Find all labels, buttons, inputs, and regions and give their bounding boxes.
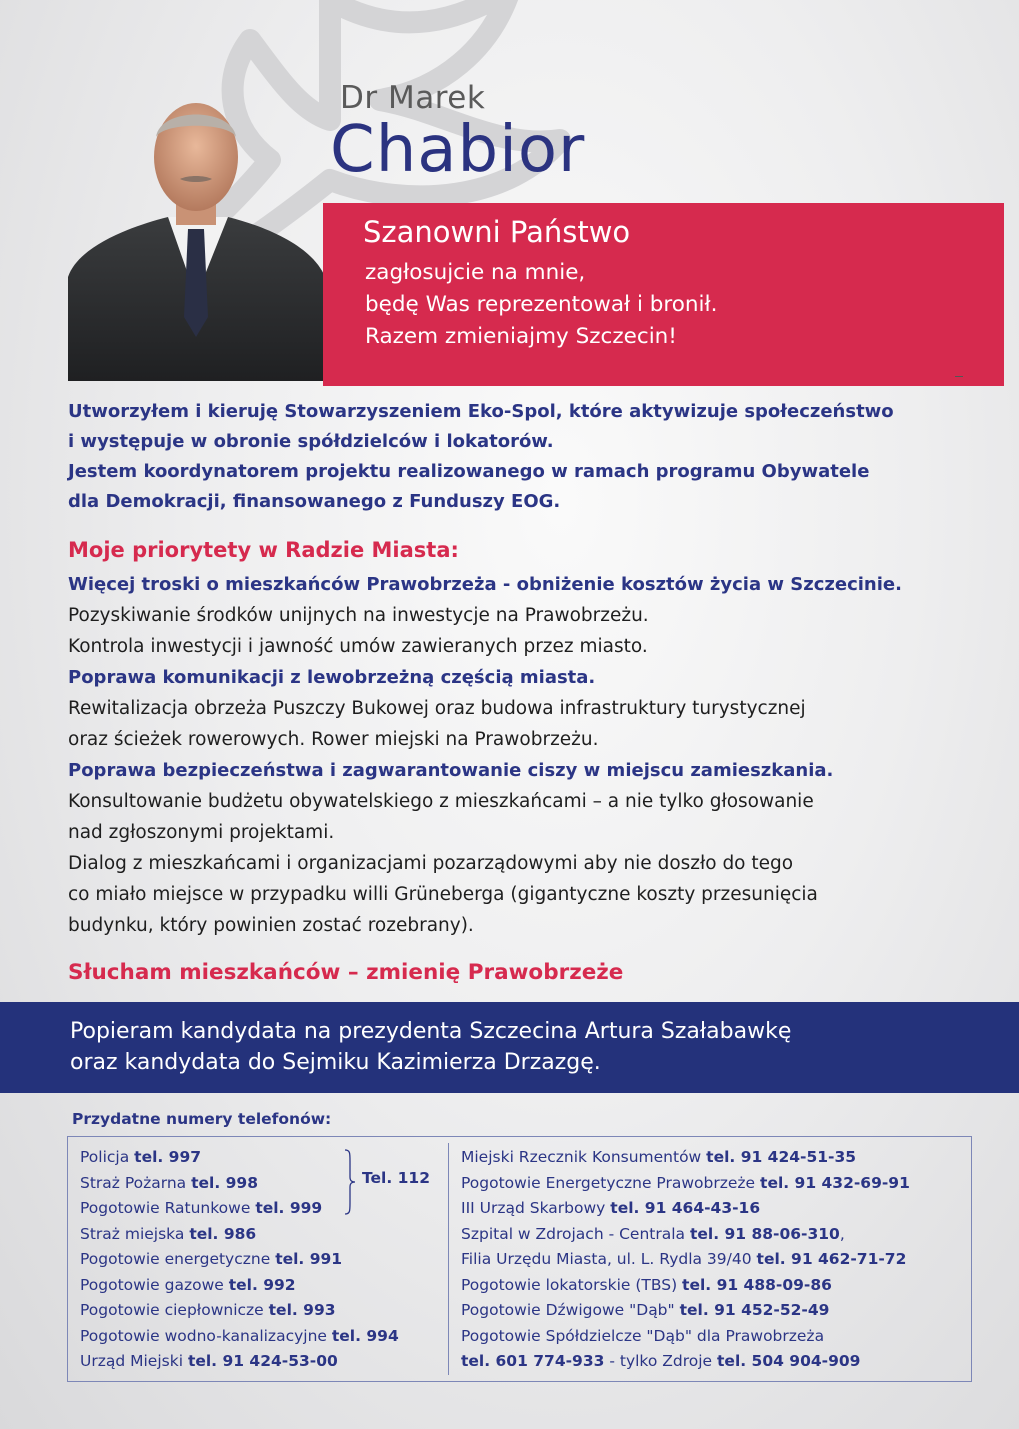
phone-number: tel. 992: [228, 1275, 296, 1294]
priority-text: Dialog z mieszkańcami i organizacjami pozarządowymi aby nie doszło do tego: [68, 853, 794, 874]
phone-number: tel. 504 904-909: [717, 1352, 861, 1370]
phones-box: [67, 1136, 972, 1382]
phone-row: [80, 1324, 440, 1350]
phone-label: Szpital w Zdrojach - Centrala: [461, 1224, 690, 1243]
intro-line: dla Demokracji, finansowanego z Funduszy EOG.: [68, 491, 561, 512]
phone-row: [461, 1171, 971, 1197]
priority-text: Kontrola inwestycji i jawność umów zawieranych przez miasto.: [68, 636, 648, 657]
phone-label: Pogotowie energetyczne: [80, 1250, 276, 1268]
priority-heading: Poprawa komunikacji z lewobrzeżną częścią miasta.: [68, 667, 596, 688]
intro-line: Jestem koordynatorem projektu realizowanego w ramach programu Obywatele: [68, 461, 870, 482]
phone-row: [461, 1273, 971, 1299]
phone-row: [461, 1196, 971, 1222]
priority-text: nad zgłoszonymi projektami.: [68, 822, 335, 843]
phone-row: [80, 1222, 440, 1248]
intro-line: i występuje w obronie spółdzielców i lokatorów.: [68, 431, 554, 452]
phone-row: [80, 1273, 440, 1299]
priority-text: oraz ścieżek rowerowych. Rower miejski na Prawobrzeżu.: [68, 729, 599, 750]
priority-text: Rewitalizacja obrzeża Puszczy Bukowej oraz budowa infrastruktury turystycznej: [68, 698, 806, 719]
support-line: oraz kandydata do Sejmiku Kazimierza Drzazgę.: [70, 1050, 601, 1075]
phone-label: Pogotowie gazowe: [80, 1275, 229, 1294]
phone-label: III Urząd Skarbowy: [461, 1199, 611, 1217]
phone-row: [461, 1222, 971, 1248]
slogan: Słucham mieszkańców – zmienię Prawobrzeże: [68, 960, 624, 985]
phone-label: Pogotowie Spółdzielcze "Dąb" dla Prawobrzeża: [461, 1326, 825, 1345]
phone-row: [461, 1247, 971, 1273]
phone-row: [80, 1145, 440, 1171]
phone-number: tel. 91 88-06-310: [689, 1224, 840, 1243]
candidate-surname: Chabior: [330, 113, 586, 187]
phone-number: tel. 999: [255, 1199, 323, 1217]
phone-row: [80, 1298, 440, 1324]
priority-heading: Poprawa bezpieczeństwa i zagwarantowanie ciszy w miejscu zamieszkania.: [68, 760, 834, 781]
appeal-line: Razem zmieniajmy Szczecin!: [365, 324, 677, 349]
phone-row: [461, 1145, 971, 1171]
support-banner: [0, 1002, 1019, 1093]
phone-number: tel. 91 462-71-72: [756, 1250, 907, 1268]
priority-text: Pozyskiwanie środków unijnych na inwestycje na Prawobrzeżu.: [68, 605, 649, 626]
appeal-line: będę Was reprezentował i bronił.: [365, 292, 718, 317]
phone-number: tel. 998: [191, 1173, 258, 1192]
phone-number: tel. 91 452-52-49: [679, 1301, 830, 1319]
appeal-greeting: Szanowni Państwo: [363, 215, 631, 249]
phone-row: [80, 1196, 440, 1222]
appeal-line: zagłosujcie na mnie,: [365, 260, 586, 285]
phone-label: Pogotowie Energetyczne Prawobrzeże: [461, 1173, 761, 1192]
column-divider: [448, 1143, 449, 1375]
phone-row: [461, 1324, 971, 1350]
phone-number: tel. 991: [275, 1250, 343, 1268]
phone-row: [461, 1349, 971, 1375]
phone-number: tel. 91 488-09-86: [682, 1275, 832, 1294]
phone-label: Pogotowie ciepłownicze: [80, 1301, 269, 1319]
phone-number: tel. 91 464-43-16: [610, 1199, 761, 1217]
phone-label: Straż Pożarna: [80, 1173, 192, 1192]
phone-number: tel. 993: [268, 1301, 336, 1319]
priorities-list: [68, 569, 998, 941]
phone-label: Pogotowie lokatorskie (TBS): [461, 1275, 683, 1294]
phone-label: Pogotowie Dźwigowe "Dąb": [461, 1301, 680, 1319]
phone-label: Straż miejska: [80, 1224, 190, 1243]
priority-text: budynku, który powinien zostać rozebrany).: [68, 915, 474, 936]
phone-label: Pogotowie wodno-kanalizacyjne: [80, 1326, 332, 1345]
candidate-photo: [68, 97, 325, 381]
priority-text: Konsultowanie budżetu obywatelskiego z mieszkańcami – a nie tylko głosowanie: [68, 791, 814, 812]
phones-title: Przydatne numery telefonów:: [72, 1110, 332, 1128]
phone-label: Filia Urzędu Miasta, ul. L. Rydla 39/40: [461, 1250, 757, 1268]
phone-number: tel. 91 424-53-00: [187, 1352, 338, 1370]
phone-row: [80, 1247, 440, 1273]
phone-label: Urząd Miejski: [80, 1352, 188, 1370]
phone-suffix: ,: [839, 1224, 845, 1243]
phone-label: Policja: [80, 1148, 135, 1166]
intro-line: Utworzyłem i kieruję Stowarzyszeniem Eko-Spol, które aktywizuje społeczeństwo: [68, 401, 894, 422]
phone-number: tel. 986: [189, 1224, 257, 1243]
emergency-number: Tel. 112: [362, 1169, 430, 1187]
phone-label: - tylko Zdroje: [604, 1352, 718, 1370]
phone-label: Miejski Rzecznik Konsumentów: [461, 1148, 707, 1166]
phone-row: [80, 1349, 440, 1375]
appeal-box: [323, 203, 1004, 386]
phone-number: tel. 601 774-933: [461, 1352, 605, 1370]
support-line: Popieram kandydata na prezydenta Szczecina Artura Szałabawkę: [70, 1019, 792, 1044]
brace-icon: [344, 1149, 356, 1215]
phone-number: tel. 91 432-69-91: [760, 1173, 910, 1192]
phone-number: tel. 994: [331, 1326, 399, 1345]
priority-heading: Więcej troski o mieszkańców Prawobrzeża - obniżenie kosztów życia w Szczecinie.: [68, 574, 902, 595]
priority-text: co miało miejsce w przypadku willi Grüneberga (gigantyczne koszty przesunięcia: [68, 884, 818, 905]
intro-text: [68, 397, 988, 517]
stray-dash: [955, 376, 963, 377]
priorities-title: Moje priorytety w Radzie Miasta:: [68, 538, 459, 562]
phone-number: tel. 997: [134, 1148, 202, 1166]
phone-label: Pogotowie Ratunkowe: [80, 1199, 256, 1217]
phones-right-column: [461, 1145, 971, 1375]
phone-number: tel. 91 424-51-35: [706, 1148, 857, 1166]
phone-row: [461, 1298, 971, 1324]
candidate-name-prefix: Dr Marek: [340, 80, 486, 116]
